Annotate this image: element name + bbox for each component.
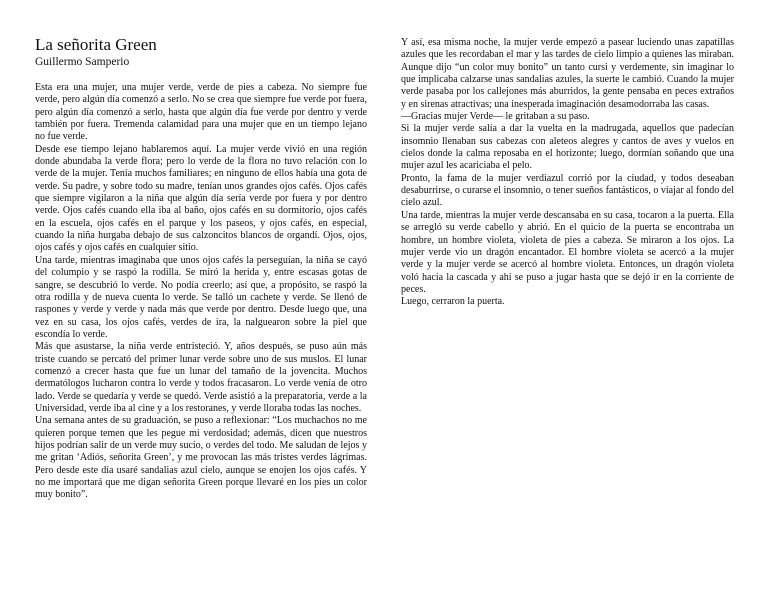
story-title: La señorita Green <box>35 35 157 54</box>
paragraph: Pronto, la fama de la mujer verdiazul corrió por la ciudad, y todos deseaban desaburrirse, o curarse el insomnio, o tener sueños fantásticos, o viajar al fondo del cielo azul. <box>401 172 734 209</box>
dialogue-line: —Gracias mujer Verde— le gritaban a su paso. <box>401 111 590 123</box>
paragraph: Si la mujer verde salía a dar la vuelta en la madrugada, aquellos que padecían insomnio llenaban sus cabezas con aleteos alegres y cantos de aves y vuelos en cielos donde la calma reposaba en el horizonte; luego, dormían soñando que una mujer azul les acariciaba el pelo. <box>401 123 734 172</box>
closing-line: Luego, cerraron la puerta. <box>401 296 505 308</box>
paragraph: Esta era una mujer, una mujer verde, verde de pies a cabeza. No siempre fue verde, pero algún día comenzó a serlo. No se crea que siempre fue verde por fuera, pero algún día comenzó a serlo, hasta que algún día fue verde por dentro y verde también por fuera. Tremenda calamidad para una mujer que en un tiempo lejano no fue verde. <box>35 82 367 143</box>
paragraph: Y así, esa misma noche, la mujer verde empezó a pasear luciendo unas zapatillas azules que les recordaban el mar y las tardes de cielo limpio a quienes las miraban. Aunque dijo “un color muy bonito” un tanto cursi y verdemente, sin imaginar lo que implicaba calzarse unas sandalias azules, la suerte le cambió. Cuando la mujer verde pasaba por los callejones más aburridos, la gente pensaba en peces extraños y en sirenas atractivas; una inesperada imaginación desamodorraba las casas. <box>401 37 734 110</box>
right-column <box>401 37 734 309</box>
paragraph: Una tarde, mientras la mujer verde descansaba en su casa, tocaron a la puerta. Ella se arregló su verde cabello y abrió. En el quicio de la puerta se encontraba un hombre, un hombre violeta, violeta de pies a cabeza. Se miraron a los ojos. La mujer verde vio un dragón encantador. El hombre violeta se acercó a la mujer verde y la mujer verde se acercó al hombre violeta. Entonces, un dragón violeta voló hacia la cascada y ahí se puso a jugar hasta que se dejó ir en la corriente de peces. <box>401 209 734 295</box>
paragraph: Desde ese tiempo lejano hablaremos aquí. La mujer verde vivió en una región donde abundaba la verde flora; pero lo verde de la flora no tuvo relación con lo verde de la mujer. Tenía muchos familiares; en ninguno de ellos había una gota de verde. Su padre, y sobre todo su madre, tenían unos grandes ojos cafés. Ojos cafés que siempre vigilaron a la niña que algún día sería verde por fuera y por dentro verde. Ojos cafés cuando ella iba al baño, ojos cafés en su dormitorio, ojos cafés en la escuela, ojos cafés en el parque y los paseos, y ojos cafés, en especial, cuando la niña hurgaba debajo de sus calzoncitos blancos de organdí. Ojos, ojos, ojos cafés y ojos cafés en cualquier sitio. <box>35 143 367 254</box>
paragraph: Más que asustarse, la niña verde entristeció. Y, años después, se puso aún más triste cuando se percató del primer lunar verde sobre uno de sus muslos. El lunar comenzó a crecer hasta que fue un lunar del tamaño de la jovencita. Muchos dermatólogos lucharon contra lo verde y todos fracasaron. Lo verde venía de otro lado. Verde se quedaría y verde se quedó. Verde asistió a la preparatoria, verde a la Universidad, verde iba al cine y a los restoranes, y verde lloraba todas las noches. <box>35 341 367 414</box>
paragraph: Una tarde, mientras imaginaba que unos ojos cafés la perseguían, la niña se cayó del columpio y se raspó la rodilla. Se miró la herida y, entre escasas gotas de sangre, se descubrió lo verde. No podía creerlo; así que, a propósito, se raspó la otra rodilla y de nueva cuenta lo verde. Se talló un cachete y verde. Se llenó de raspones y verde y verde y nada más que verde por dentro. Desde luego que, una vez en su casa, los ojos cafés, verdes de ira, la nalguearon sobre la piel que escondía lo verde. <box>35 254 367 340</box>
left-column <box>35 82 367 502</box>
author-name: Guillermo Samperio <box>35 56 130 68</box>
paragraph: Una semana antes de su graduación, se puso a reflexionar: “Los muchachos no me quieren porque temen que les pegue mi verdosidad; además, dicen que nuestros hijos podrían salir de un verde muy sucio, o verdes del todo. Me saludan de lejos y me gritan ‘Adiós, señorita Green’, y me provocan las más tristes verdes lágrimas. Pero desde este día usaré sandalias azul cielo, aunque se enojen los ojos cafés. Y no me importará que me digan señorita Green porque llevaré en los pies un color muy bonito”. <box>35 415 367 501</box>
